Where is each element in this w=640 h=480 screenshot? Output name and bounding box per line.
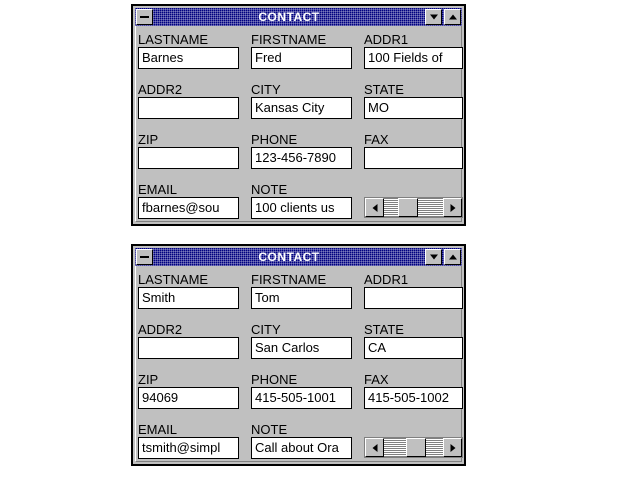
fax-input[interactable]: 415-505-1002 — [364, 387, 463, 409]
field-phone — [251, 132, 352, 169]
field-lastname — [138, 32, 239, 69]
field-lastname — [138, 272, 239, 309]
window-control-group — [424, 249, 462, 265]
chevron-up-icon — [449, 15, 457, 20]
field-label: LASTNAME — [138, 272, 209, 287]
scrollbar-track[interactable] — [384, 198, 443, 217]
field-label: PHONE — [251, 132, 298, 147]
minimize-bar-icon — [140, 256, 149, 258]
field-label: NOTE — [251, 182, 288, 197]
minimize-bar-icon — [140, 16, 149, 18]
field-label: STATE — [364, 82, 404, 97]
fax-input[interactable] — [364, 147, 463, 169]
city-input[interactable]: San Carlos — [251, 337, 352, 359]
addr1-input[interactable] — [364, 287, 463, 309]
lastname-input[interactable]: Barnes — [138, 47, 239, 69]
arrow-left-icon — [372, 444, 377, 452]
note-input[interactable]: Call about Ora — [251, 437, 352, 459]
restore-button[interactable] — [425, 9, 442, 25]
field-label: ZIP — [138, 132, 159, 147]
window-title: CONTACT — [258, 10, 320, 24]
field-label: ADDR2 — [138, 82, 183, 97]
form-client-area — [138, 28, 459, 220]
note-input[interactable]: 100 clients us — [251, 197, 352, 219]
zip-input[interactable]: 94069 — [138, 387, 239, 409]
field-email — [138, 422, 239, 459]
field-fax — [364, 132, 463, 169]
zip-input[interactable] — [138, 147, 239, 169]
field-label: FIRSTNAME — [251, 272, 327, 287]
field-label: EMAIL — [138, 422, 178, 437]
state-input[interactable]: CA — [364, 337, 463, 359]
field-city — [251, 82, 352, 119]
city-input[interactable]: Kansas City — [251, 97, 352, 119]
addr2-input[interactable] — [138, 97, 239, 119]
arrow-right-icon — [450, 204, 455, 212]
arrow-left-icon — [372, 204, 377, 212]
scrollbar-track[interactable] — [384, 438, 443, 457]
field-label: FAX — [364, 372, 389, 387]
title-bar[interactable] — [135, 248, 462, 266]
contact-window-1[interactable] — [131, 4, 466, 226]
field-note — [251, 182, 352, 219]
contact-window-2[interactable] — [131, 244, 466, 466]
phone-input[interactable]: 123-456-7890 — [251, 147, 352, 169]
field-firstname — [251, 32, 352, 69]
window-control-group — [424, 9, 462, 25]
scrollbar-thumb[interactable] — [398, 198, 418, 217]
field-fax — [364, 372, 463, 409]
email-input[interactable]: fbarnes@sou — [138, 197, 239, 219]
phone-input[interactable]: 415-505-1001 — [251, 387, 352, 409]
field-addr1 — [364, 32, 463, 69]
field-zip — [138, 372, 239, 409]
field-city — [251, 322, 352, 359]
state-input[interactable]: MO — [364, 97, 463, 119]
horizontal-scrollbar[interactable] — [364, 437, 463, 458]
field-label: ADDR2 — [138, 322, 183, 337]
field-addr1 — [364, 272, 463, 309]
field-addr2 — [138, 82, 239, 119]
firstname-input[interactable]: Tom — [251, 287, 352, 309]
field-zip — [138, 132, 239, 169]
restore-button[interactable] — [425, 249, 442, 265]
chevron-down-icon — [430, 15, 438, 20]
field-label: LASTNAME — [138, 32, 209, 47]
field-label: NOTE — [251, 422, 288, 437]
field-label: FAX — [364, 132, 389, 147]
field-label: FIRSTNAME — [251, 32, 327, 47]
field-label: STATE — [364, 322, 404, 337]
scroll-left-button[interactable] — [365, 438, 384, 457]
scroll-right-button[interactable] — [443, 198, 462, 217]
field-label: CITY — [251, 82, 281, 97]
scrollbar-thumb[interactable] — [406, 438, 426, 457]
field-email — [138, 182, 239, 219]
scroll-left-button[interactable] — [365, 198, 384, 217]
system-menu-button[interactable] — [136, 249, 153, 265]
field-label: CITY — [251, 322, 281, 337]
maximize-button[interactable] — [444, 249, 461, 265]
field-label: ZIP — [138, 372, 159, 387]
horizontal-scrollbar[interactable] — [364, 197, 463, 218]
field-phone — [251, 372, 352, 409]
lastname-input[interactable]: Smith — [138, 287, 239, 309]
title-bar[interactable] — [135, 8, 462, 26]
field-note — [251, 422, 352, 459]
maximize-button[interactable] — [444, 9, 461, 25]
field-label: PHONE — [251, 372, 298, 387]
window-title: CONTACT — [258, 250, 320, 264]
addr2-input[interactable] — [138, 337, 239, 359]
form-client-area — [138, 268, 459, 460]
chevron-down-icon — [430, 255, 438, 260]
field-state — [364, 322, 463, 359]
field-label: EMAIL — [138, 182, 178, 197]
firstname-input[interactable]: Fred — [251, 47, 352, 69]
addr1-input[interactable]: 100 Fields of — [364, 47, 463, 69]
email-input[interactable]: tsmith@simpl — [138, 437, 239, 459]
field-state — [364, 82, 463, 119]
scroll-right-button[interactable] — [443, 438, 462, 457]
chevron-up-icon — [449, 255, 457, 260]
field-label: ADDR1 — [364, 32, 409, 47]
arrow-right-icon — [450, 444, 455, 452]
system-menu-button[interactable] — [136, 9, 153, 25]
field-label: ADDR1 — [364, 272, 409, 287]
field-addr2 — [138, 322, 239, 359]
field-firstname — [251, 272, 352, 309]
